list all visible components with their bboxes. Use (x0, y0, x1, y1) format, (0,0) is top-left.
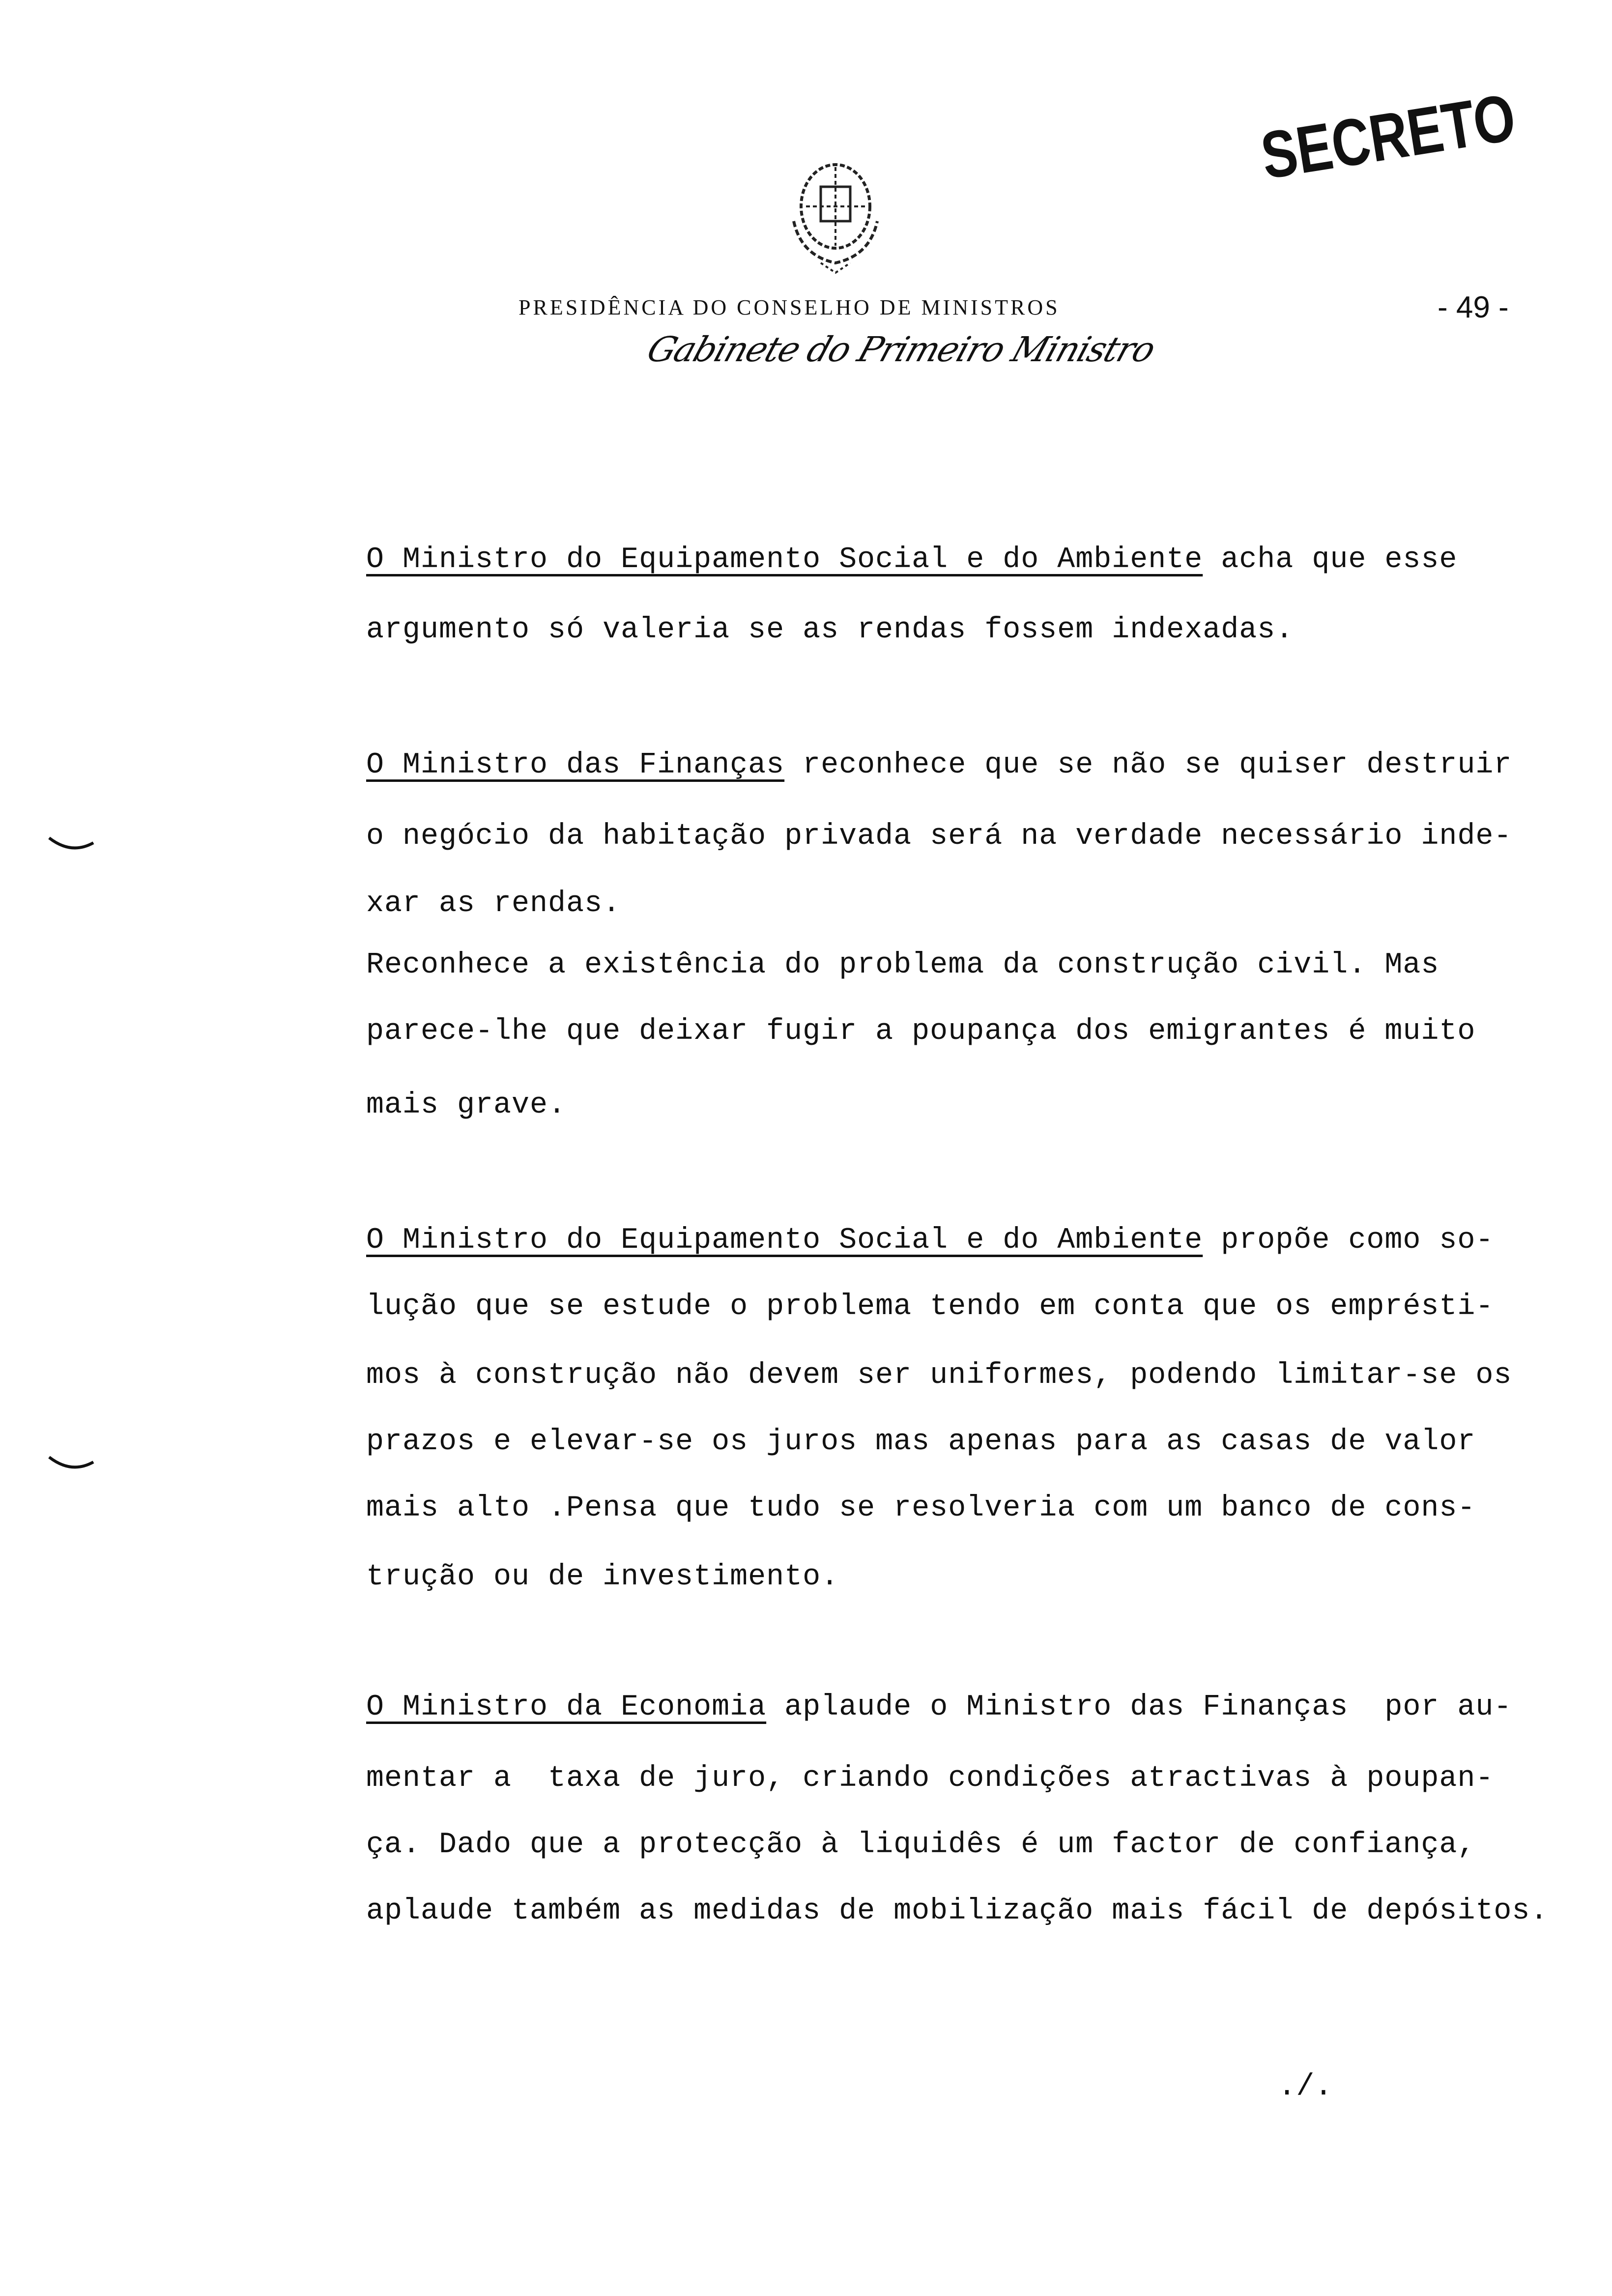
punch-hole-mark (47, 1455, 96, 1474)
speaker-name: O Ministro do Equipamento Social e do Ambiente (366, 543, 1203, 576)
punch-hole-mark (47, 835, 96, 855)
line-text: mentar a taxa de juro, criando condições atractivas à poupan- (366, 1762, 1494, 1795)
header-subtitle: Gabinete do Primeiro Ministro (642, 329, 1160, 370)
line-text: prazos e elevar-se os juros mas apenas para as casas de valor (366, 1425, 1476, 1459)
text-line (366, 1359, 1512, 1392)
continuation-mark: ./. (1278, 2069, 1333, 2104)
text-line (366, 1224, 1494, 1257)
text-line (366, 948, 1439, 982)
text-line (366, 1492, 1475, 1525)
line-text: mais alto .Pensa que tudo se resolveria com um banco de cons- (366, 1492, 1476, 1525)
text-line (366, 1425, 1475, 1459)
text-line (366, 887, 621, 920)
text-line (366, 1560, 839, 1594)
secret-stamp: SECRETO (1256, 79, 1521, 193)
text-line (366, 1691, 1512, 1724)
line-text: argumento só valeria se as rendas fossem indexadas. (366, 613, 1294, 647)
text-line (366, 820, 1512, 853)
line-text: ça. Dado que a protecção à liquidês é um factor de confiança, (366, 1828, 1476, 1862)
line-text: Reconhece a existência do problema da construção civil. Mas (366, 948, 1439, 982)
line-text: lução que se estude o problema tendo em conta que os emprésti- (366, 1290, 1494, 1323)
speaker-name: O Ministro do Equipamento Social e do Ambiente (366, 1224, 1203, 1257)
text-line (366, 748, 1512, 782)
line-text: mais grave. (366, 1089, 567, 1122)
text-line (366, 543, 1457, 576)
text-line (366, 1290, 1494, 1323)
line-text: o negócio da habitação privada será na verdade necessário inde- (366, 820, 1512, 853)
line-text: aplaude também as medidas de mobilização mais fácil de depósitos. (366, 1894, 1549, 1928)
line-text: propõe como so- (1203, 1224, 1494, 1257)
text-line (366, 613, 1294, 647)
text-line (366, 1015, 1475, 1048)
line-text: trução ou de investimento. (366, 1560, 839, 1594)
coat-of-arms-seal (781, 157, 890, 275)
text-line (366, 1762, 1494, 1795)
speaker-name: O Ministro da Economia (366, 1691, 767, 1724)
text-line (366, 1894, 1548, 1928)
text-line (366, 1828, 1475, 1862)
line-text: reconhece que se não se quiser destruir (784, 748, 1512, 782)
line-text: parece-lhe que deixar fugir a poupança dos emigrantes é muito (366, 1015, 1476, 1048)
line-text: mos à construção não devem ser uniformes, podendo limitar-se os (366, 1359, 1512, 1392)
text-line (366, 1089, 566, 1122)
line-text: aplaude o Ministro das Finanças por au- (766, 1691, 1512, 1724)
line-text: acha que esse (1203, 543, 1458, 576)
header-title: PRESIDÊNCIA DO CONSELHO DE MINISTROS (518, 295, 1060, 319)
page-number: - 49 - (1438, 290, 1509, 324)
speaker-name: O Ministro das Finanças (366, 748, 785, 782)
line-text: xar as rendas. (366, 887, 621, 920)
